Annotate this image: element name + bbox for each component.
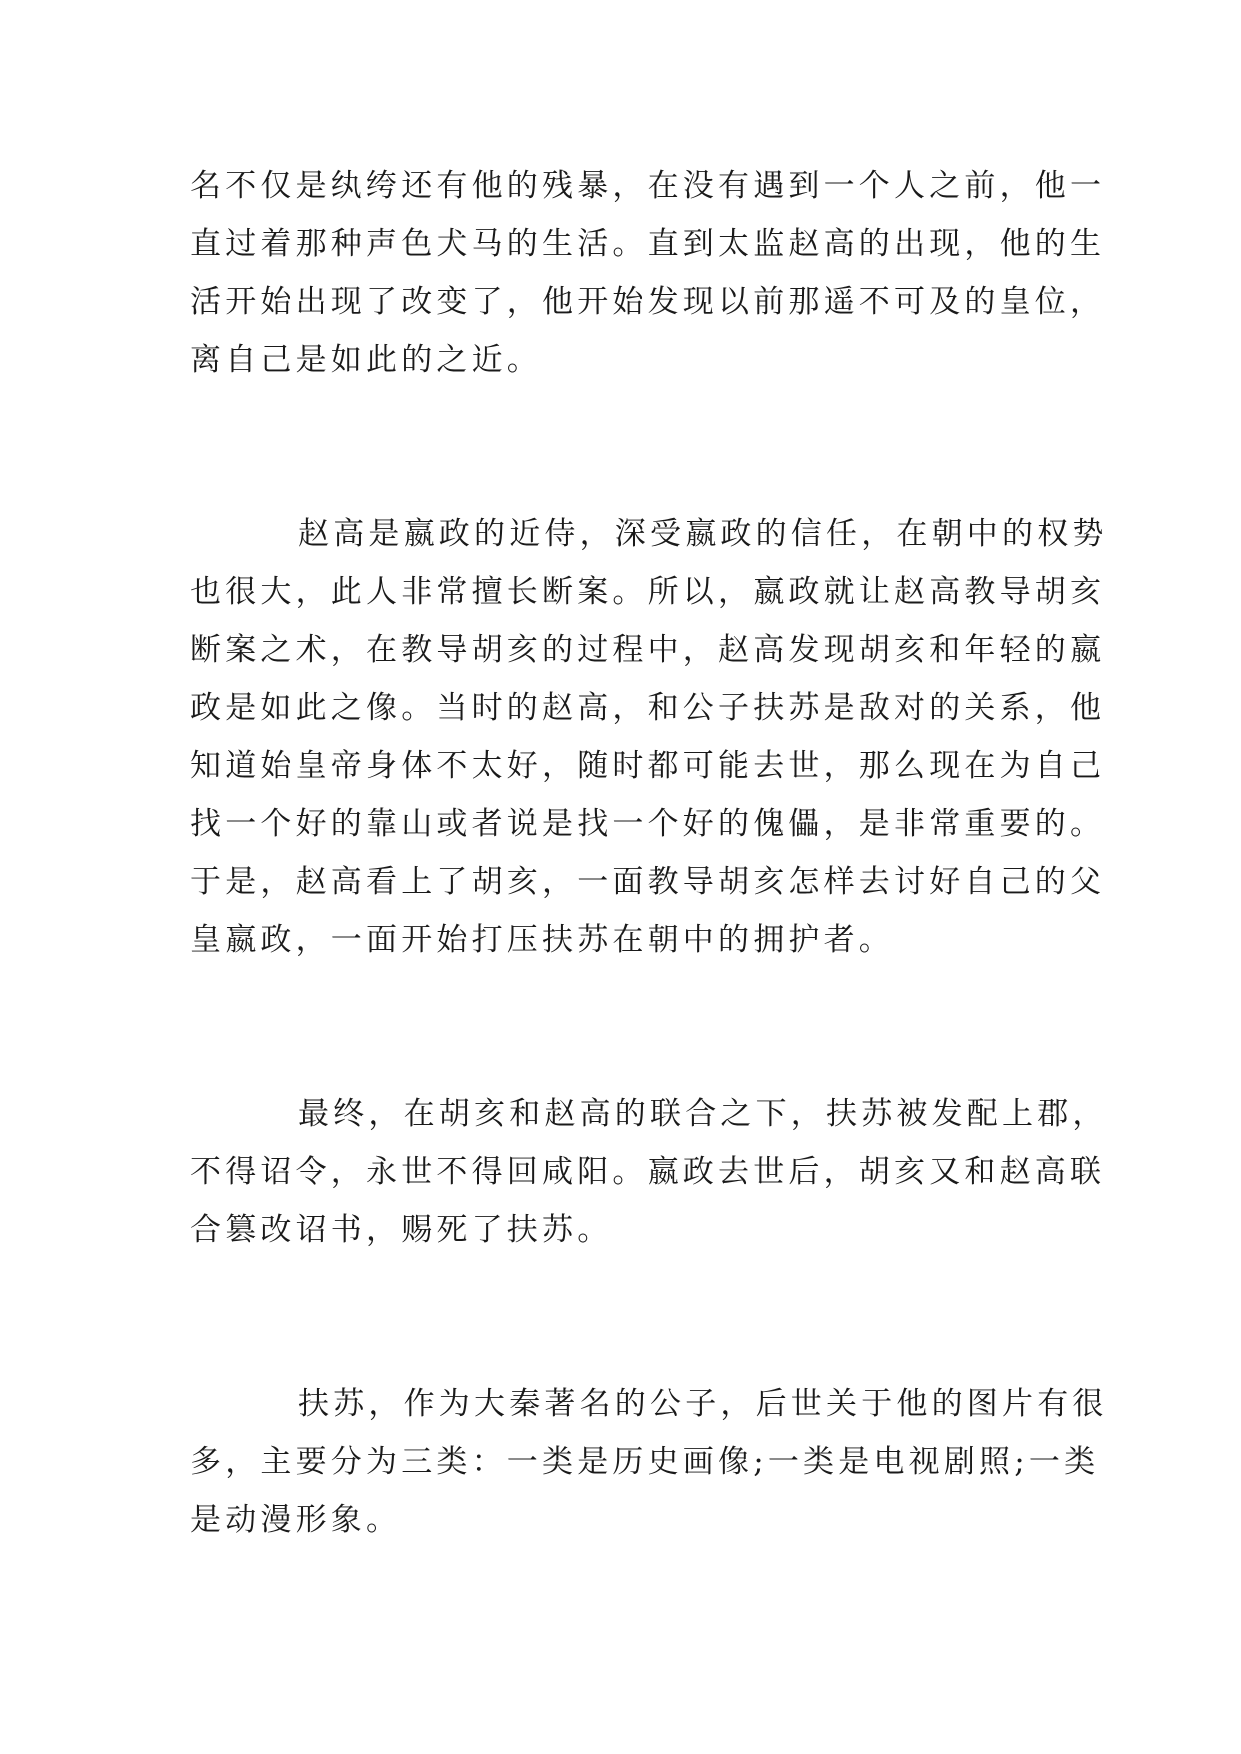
paragraph-line: 活开始出现了改变了，他开始发现以前那遥不可及的皇位，	[190, 284, 1106, 320]
paragraph-line: 多，主要分为三类：一类是历史画像;一类是电视剧照;一类	[190, 1444, 1100, 1480]
paragraph-line: 断案之术，在教导胡亥的过程中，赵高发现胡亥和年轻的嬴	[190, 632, 1106, 668]
paragraph-line: 政是如此之像。当时的赵高，和公子扶苏是敌对的关系，他	[190, 690, 1106, 726]
paragraph-line: 直过着那种声色犬马的生活。直到太监赵高的出现，他的生	[190, 226, 1106, 262]
paragraph-line: 最终，在胡亥和赵高的联合之下，扶苏被发配上郡，	[298, 1096, 1108, 1132]
paragraph-line: 皇嬴政，一面开始打压扶苏在朝中的拥护者。	[190, 922, 894, 958]
paragraph-line: 也很大，此人非常擅长断案。所以，嬴政就让赵高教导胡亥	[190, 574, 1106, 610]
paragraph-line: 于是，赵高看上了胡亥，一面教导胡亥怎样去讨好自己的父	[190, 864, 1106, 900]
paragraph-line: 赵高是嬴政的近侍，深受嬴政的信任，在朝中的权势	[298, 516, 1108, 552]
paragraph-line: 找一个好的靠山或者说是找一个好的傀儡，是非常重要的。	[190, 806, 1106, 842]
paragraph-line: 离自己是如此的之近。	[190, 342, 542, 378]
paragraph-line: 知道始皇帝身体不太好，随时都可能去世，那么现在为自己	[190, 748, 1106, 784]
paragraph-line: 合篡改诏书，赐死了扶苏。	[190, 1212, 613, 1248]
paragraph-line: 扶苏，作为大秦著名的公子，后世关于他的图片有很	[298, 1386, 1108, 1422]
paragraph-line: 不得诏令，永世不得回咸阳。嬴政去世后，胡亥又和赵高联	[190, 1154, 1106, 1190]
paragraph-line: 名不仅是纨绔还有他的残暴，在没有遇到一个人之前，他一	[190, 168, 1106, 204]
paragraph-line: 是动漫形象。	[190, 1502, 402, 1538]
